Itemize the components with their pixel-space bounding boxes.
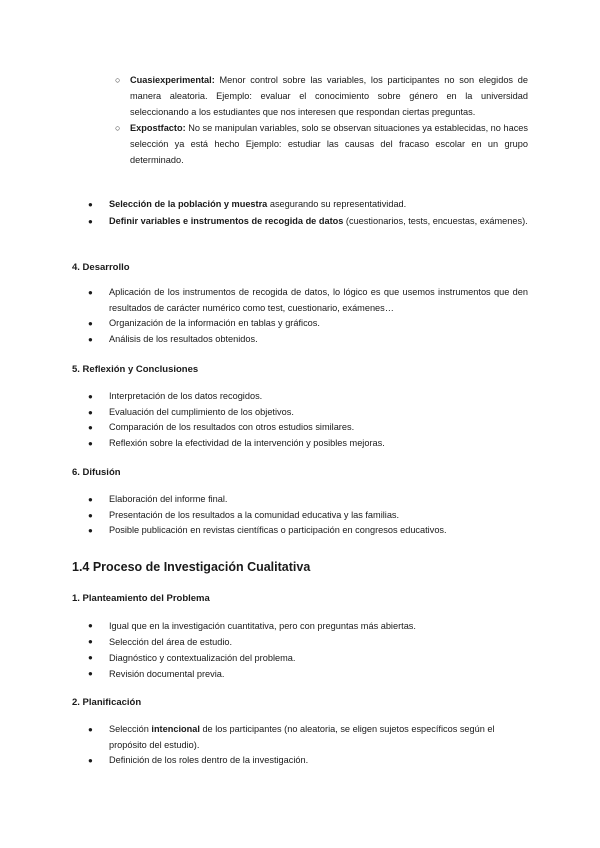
list-item: ● Elaboración del informe final. [109,492,528,508]
bullet-icon: ● [88,621,93,630]
bullet-icon: ● [88,438,93,448]
planteamiento-list [88,618,528,682]
planificacion-list [88,722,528,769]
list-item: ● Definir variables e instrumentos de recogida de datos (cuestionarios, tests, encuestas, exámenes). [109,214,528,230]
term-label: Expostfacto: [130,123,186,133]
bullet-icon: ● [88,510,93,520]
difusion-list [88,492,528,539]
chapter-heading-cualitativa: 1.4 Proceso de Investigación Cualitativa [72,560,311,574]
bullet-icon: ● [88,216,93,226]
term-label: Cuasiexperimental: [130,75,215,85]
list-item: ● Interpretación de los datos recogidos. [109,389,528,405]
list-item: ● Aplicación de los instrumentos de recogida de datos, lo lógico es que usemos instrumentos que den resultados de carácter numérico como test, cuestionario, exámenes… [88,287,528,313]
bullet-icon: ● [88,725,93,734]
list-item: ● Definición de los roles dentro de la investigación. [109,753,528,769]
bullet-icon: ● [88,392,93,401]
term-description: No se manipulan variables, solo se observan situaciones ya establecidas, no haces selección ya está hecho Ejemplo: estudiar las causas del fracaso escolar en un grupo determinado. [130,123,528,165]
desarrollo-list [88,285,528,347]
circle-bullet-icon: ○ [115,123,121,133]
bullet-icon: ● [88,526,93,535]
list-item: ● Presentación de los resultados a la comunidad educativa y las familias. [109,508,528,524]
section-heading-planteamiento: 1. Planteamiento del Problema [72,593,210,604]
list-item: ● Evaluación del cumplimiento de los objetivos. [109,405,528,421]
bullet-icon: ● [88,407,93,417]
list-item: ● Selección de la población y muestra asegurando su representatividad. [109,197,528,213]
bullet-icon: ● [88,756,93,765]
list-item: ● Análisis de los resultados obtenidos. [109,332,528,348]
list-item: ● Reflexión sobre la efectividad de la intervención y posibles mejoras. [109,436,528,452]
design-types-list [115,72,528,168]
list-item-expostfacto [115,120,528,168]
section-heading-desarrollo: 4. Desarrollo [72,262,130,273]
bullet-icon: ● [88,423,93,432]
bullet-icon: ● [88,495,93,504]
bullet-icon: ● [88,334,93,344]
list-item: ● Posible publicación en revistas científicas o participación en congresos educativos. [109,523,528,539]
list-item: ● Organización de la información en tablas y gráficos. [109,316,528,332]
bullet-icon: ● [88,200,93,209]
bullet-icon: ● [88,669,93,678]
list-item: ● Igual que en la investigación cuantitativa, pero con preguntas más abiertas. [109,618,528,634]
list-item: ● Selección del área de estudio. [109,634,528,650]
list-item-cuasiexperimental [115,72,528,120]
bullet-icon: ● [88,653,93,662]
reflexion-list [88,389,528,451]
section-heading-difusion: 6. Difusión [72,467,121,478]
design-steps-list [88,197,528,229]
circle-bullet-icon: ○ [115,75,121,85]
section-heading-reflexion: 5. Reflexión y Conclusiones [72,364,199,375]
list-item: ● Revisión documental previa. [109,666,528,682]
list-item: ● Diagnóstico y contextualización del problema. [109,650,528,666]
term-description: Menor control sobre las variables, los participantes no son elegidos de manera aleatoria. Ejemplo: evaluar el conocimiento sobre género en la universidad seleccionando a los estudiantes que nos interesen que respondan ciertas preguntas. [130,75,528,117]
section-heading-planificacion: 2. Planificación [72,697,142,708]
list-item: ● Comparación de los resultados con otros estudios similares. [109,420,528,436]
bullet-icon: ● [88,288,93,297]
list-item: ● Selección intencional de los participantes (no aleatoria, se eligen sujetos específicos según el propósito del estudio). [88,724,495,750]
bullet-icon: ● [88,319,93,328]
bullet-icon: ● [88,637,93,646]
